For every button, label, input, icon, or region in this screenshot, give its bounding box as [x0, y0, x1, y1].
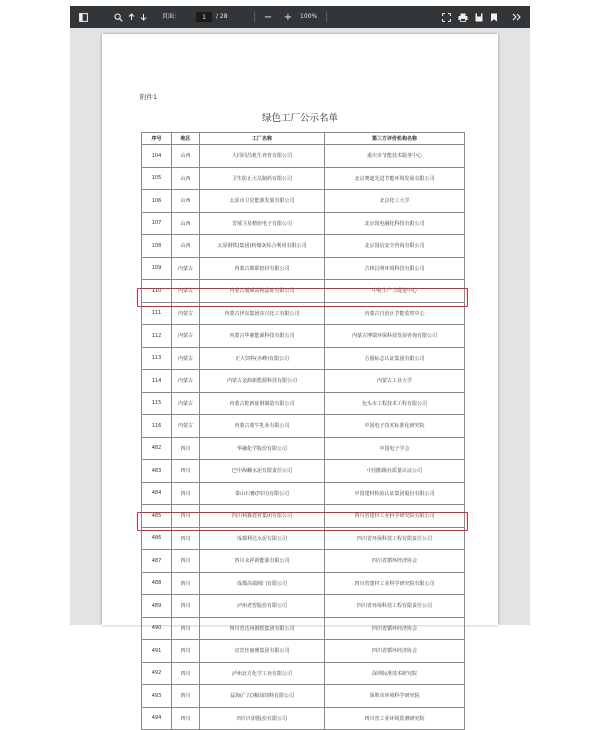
next-page-icon[interactable] [138, 6, 148, 28]
cell-org: 中国建材检验认证集团股份有限公司 [325, 482, 465, 505]
cell-no: 486 [142, 527, 172, 550]
highlight-box-row-110 [137, 288, 468, 307]
cell-no: 106 [142, 190, 172, 213]
cell-factory: 卫生防止大员制药有限公司 [200, 167, 325, 190]
cell-org: 内蒙古博瑞环保科技发展咨询有限公司 [325, 325, 465, 348]
cell-org: 中机生产力促进中心 [325, 280, 465, 303]
cell-org: 重庆市节能技术服务中心 [325, 145, 465, 168]
header-region: 地区 [172, 133, 200, 145]
table-row [142, 707, 465, 730]
cell-org: 吉林昌明环境科技有限公司 [325, 257, 465, 280]
table-row [142, 347, 465, 370]
cell-no: 105 [142, 167, 172, 190]
cell-org: 方圆标志认证集团有限公司 [325, 347, 465, 370]
cell-region: 四川 [172, 550, 200, 573]
cell-factory: 华融化学股份有限公司 [200, 437, 325, 460]
cell-factory: 泰山石膏(四川)有限公司 [200, 482, 325, 505]
page-label: 页面: [162, 13, 177, 20]
table-row [142, 617, 465, 640]
cell-org: 北京国电融化科技有限公司 [325, 212, 465, 235]
cell-factory: 巴中海螺水泥有限责任公司 [200, 460, 325, 483]
cell-org: 中国电子学会 [325, 437, 465, 460]
print-icon[interactable] [457, 6, 469, 28]
cell-region: 内蒙古 [172, 392, 200, 415]
cell-factory: 宜宾丝丽雅集团有限公司 [200, 640, 325, 663]
cell-no: 116 [142, 415, 172, 438]
cell-region: 四川 [172, 505, 200, 528]
cell-region: 四川 [172, 685, 200, 708]
cell-no: 482 [142, 437, 172, 460]
cell-region: 四川 [172, 460, 200, 483]
cell-no: 484 [142, 482, 172, 505]
cell-no: 108 [142, 235, 172, 258]
zoom-level[interactable]: 100% [300, 13, 318, 20]
cell-no: 494 [142, 707, 172, 730]
cell-factory: 内蒙古锦联铝材有限公司 [200, 257, 325, 280]
cell-no: 491 [142, 640, 172, 663]
cell-factory: 内蒙古通威高纯晶硅有限公司 [200, 280, 325, 303]
table-row [142, 662, 465, 685]
table-row [142, 190, 465, 213]
toolbar-divider [254, 12, 255, 22]
cell-no: 487 [142, 550, 172, 573]
table-row [142, 145, 465, 168]
page-number-input[interactable] [196, 12, 212, 22]
table-row [142, 257, 465, 280]
cell-factory: 内蒙古华鼎能源科技有限公司 [200, 325, 325, 348]
table-row [142, 437, 465, 460]
cell-region: 四川 [172, 437, 200, 460]
cell-factory: 内蒙古伊东集团东兴化工有限公司 [200, 302, 325, 325]
cell-no: 107 [142, 212, 172, 235]
table-row [142, 595, 465, 618]
page-total: / 28 [216, 13, 228, 20]
cell-factory: 大同同昌机生养育有限公司 [200, 145, 325, 168]
cell-region: 内蒙古 [172, 280, 200, 303]
cell-factory: 太原市卫星能源发展有限公司 [200, 190, 325, 213]
cell-region: 山西 [172, 145, 200, 168]
cell-org: 内蒙古工业大学 [325, 370, 465, 393]
cell-factory: 内蒙古乾新硅钢制造有限公司 [200, 392, 325, 415]
pdf-viewer [70, 6, 530, 722]
cell-org: 四川省循环经济协会 [325, 617, 465, 640]
cell-no: 488 [142, 572, 172, 595]
cell-region: 内蒙古 [172, 347, 200, 370]
zoom-out-button[interactable]: − [263, 11, 273, 23]
header-org: 第三方评价机构名称 [325, 133, 465, 145]
cell-region: 山西 [172, 167, 200, 190]
bookmark-icon[interactable] [488, 6, 500, 28]
cell-factory: 四川利森建材集团有限公司 [200, 505, 325, 528]
table-row [142, 325, 465, 348]
cell-org: 四川省建材工业科学研究院有限公司 [325, 572, 465, 595]
cell-region: 内蒙古 [172, 257, 200, 280]
cell-factory: 正大饲料(赤峰)有限公司 [200, 347, 325, 370]
cell-org: 内蒙古自治区节能监察中心 [325, 302, 465, 325]
cell-org: 中国船级社质量认证公司 [325, 460, 465, 483]
table-row [142, 572, 465, 595]
cell-region: 山西 [172, 190, 200, 213]
table-row [142, 415, 465, 438]
cell-region: 四川 [172, 572, 200, 595]
cell-factory: 泸州老窖股份有限公司 [200, 595, 325, 618]
cell-region: 四川 [172, 707, 200, 730]
cell-no: 485 [142, 505, 172, 528]
table-row [142, 370, 465, 393]
cell-factory: 成都高端阀门有限公司 [200, 572, 325, 595]
document-title: 绿色工厂公示名单 [261, 113, 338, 124]
header-factory: 工厂名称 [200, 133, 325, 145]
cell-factory: 四川永祥新能源有限公司 [200, 550, 325, 573]
cell-org: 北京国信安全咨询有限公司 [325, 235, 465, 258]
cell-no: 114 [142, 370, 172, 393]
header-no: 序号 [142, 133, 172, 145]
cell-region: 内蒙古 [172, 302, 200, 325]
cell-no: 492 [142, 662, 172, 685]
cell-factory: 内蒙古金源新能源科技有限公司 [200, 370, 325, 393]
pdf-toolbar [70, 6, 530, 28]
pdf-page [102, 34, 498, 722]
cell-org: 包头市工程技术工程有限公司 [325, 392, 465, 415]
cell-no: 104 [142, 145, 172, 168]
toolbar-divider [326, 12, 327, 22]
cell-no: 115 [142, 392, 172, 415]
sidebar-toggle-icon[interactable] [76, 6, 90, 28]
cell-region: 山西 [172, 212, 200, 235]
table-row [142, 640, 465, 663]
cell-factory: 四川川润股份有限公司 [200, 707, 325, 730]
cell-region: 内蒙古 [172, 325, 200, 348]
table-row [142, 482, 465, 505]
cell-no: 113 [142, 347, 172, 370]
cell-factory: 泸州北方化学工业有限公司 [200, 662, 325, 685]
more-tools-icon[interactable] [510, 6, 522, 28]
cell-no: 483 [142, 460, 172, 483]
previous-page-icon[interactable] [126, 6, 136, 28]
green-factory-table [141, 132, 465, 730]
cell-org: 深圳市环境科学研究院 [325, 685, 465, 708]
cell-org: 四川省工业环境监测研究院 [325, 707, 465, 730]
search-icon[interactable] [112, 6, 124, 28]
attachment-label: 附件1 [140, 93, 158, 101]
cell-no: 109 [142, 257, 172, 280]
cell-region: 四川 [172, 662, 200, 685]
cell-region: 四川 [172, 617, 200, 640]
cell-factory: 晋城卫星精密电子有限公司 [200, 212, 325, 235]
cell-factory: 益海(广汉)粮油饲料有限公司 [200, 685, 325, 708]
table-row [142, 167, 465, 190]
download-icon[interactable] [473, 6, 485, 28]
cell-org: 北京赛迪先进节能环境发展有限公司 [325, 167, 465, 190]
cell-factory: 太原钢铁(集团)粉煤灰综合利用有限公司 [200, 235, 325, 258]
cell-org: 深圳标准技术研究院 [325, 662, 465, 685]
cell-no: 493 [142, 685, 172, 708]
cell-factory: 成都利达水泥有限公司 [200, 527, 325, 550]
table-header-row [142, 133, 465, 145]
cell-region: 四川 [172, 640, 200, 663]
cell-region: 山西 [172, 235, 200, 258]
cell-no: 490 [142, 617, 172, 640]
cell-org: 北京化工大学 [325, 190, 465, 213]
table-row [142, 685, 465, 708]
cell-org: 中国电子技术标准化研究院 [325, 415, 465, 438]
cell-no: 489 [142, 595, 172, 618]
cell-org: 四川省环保科技工程有限责任公司 [325, 595, 465, 618]
table-row [142, 460, 465, 483]
cell-factory: 内蒙古蒙牛乳业有限公司 [200, 415, 325, 438]
cell-factory: 四川省达州钢铁集团有限公司 [200, 617, 325, 640]
cell-region: 四川 [172, 595, 200, 618]
cell-region: 四川 [172, 527, 200, 550]
cell-region: 内蒙古 [172, 415, 200, 438]
cell-org: 四川省环保科技工程有限责任公司 [325, 527, 465, 550]
cell-org: 四川省循环经济协会 [325, 640, 465, 663]
cell-region: 四川 [172, 482, 200, 505]
fit-page-icon[interactable] [440, 6, 452, 28]
table-row [142, 550, 465, 573]
cell-region: 内蒙古 [172, 370, 200, 393]
cell-no: 111 [142, 302, 172, 325]
cell-org: 四川省建材工业科学研究院有限公司 [325, 505, 465, 528]
cell-no: 112 [142, 325, 172, 348]
highlight-box-row-487 [137, 512, 468, 531]
cell-no: 110 [142, 280, 172, 303]
table-row [142, 235, 465, 258]
table-row [142, 392, 465, 415]
cell-org: 四川省循环经济协会 [325, 550, 465, 573]
zoom-in-button[interactable]: + [283, 11, 293, 23]
table-row [142, 212, 465, 235]
